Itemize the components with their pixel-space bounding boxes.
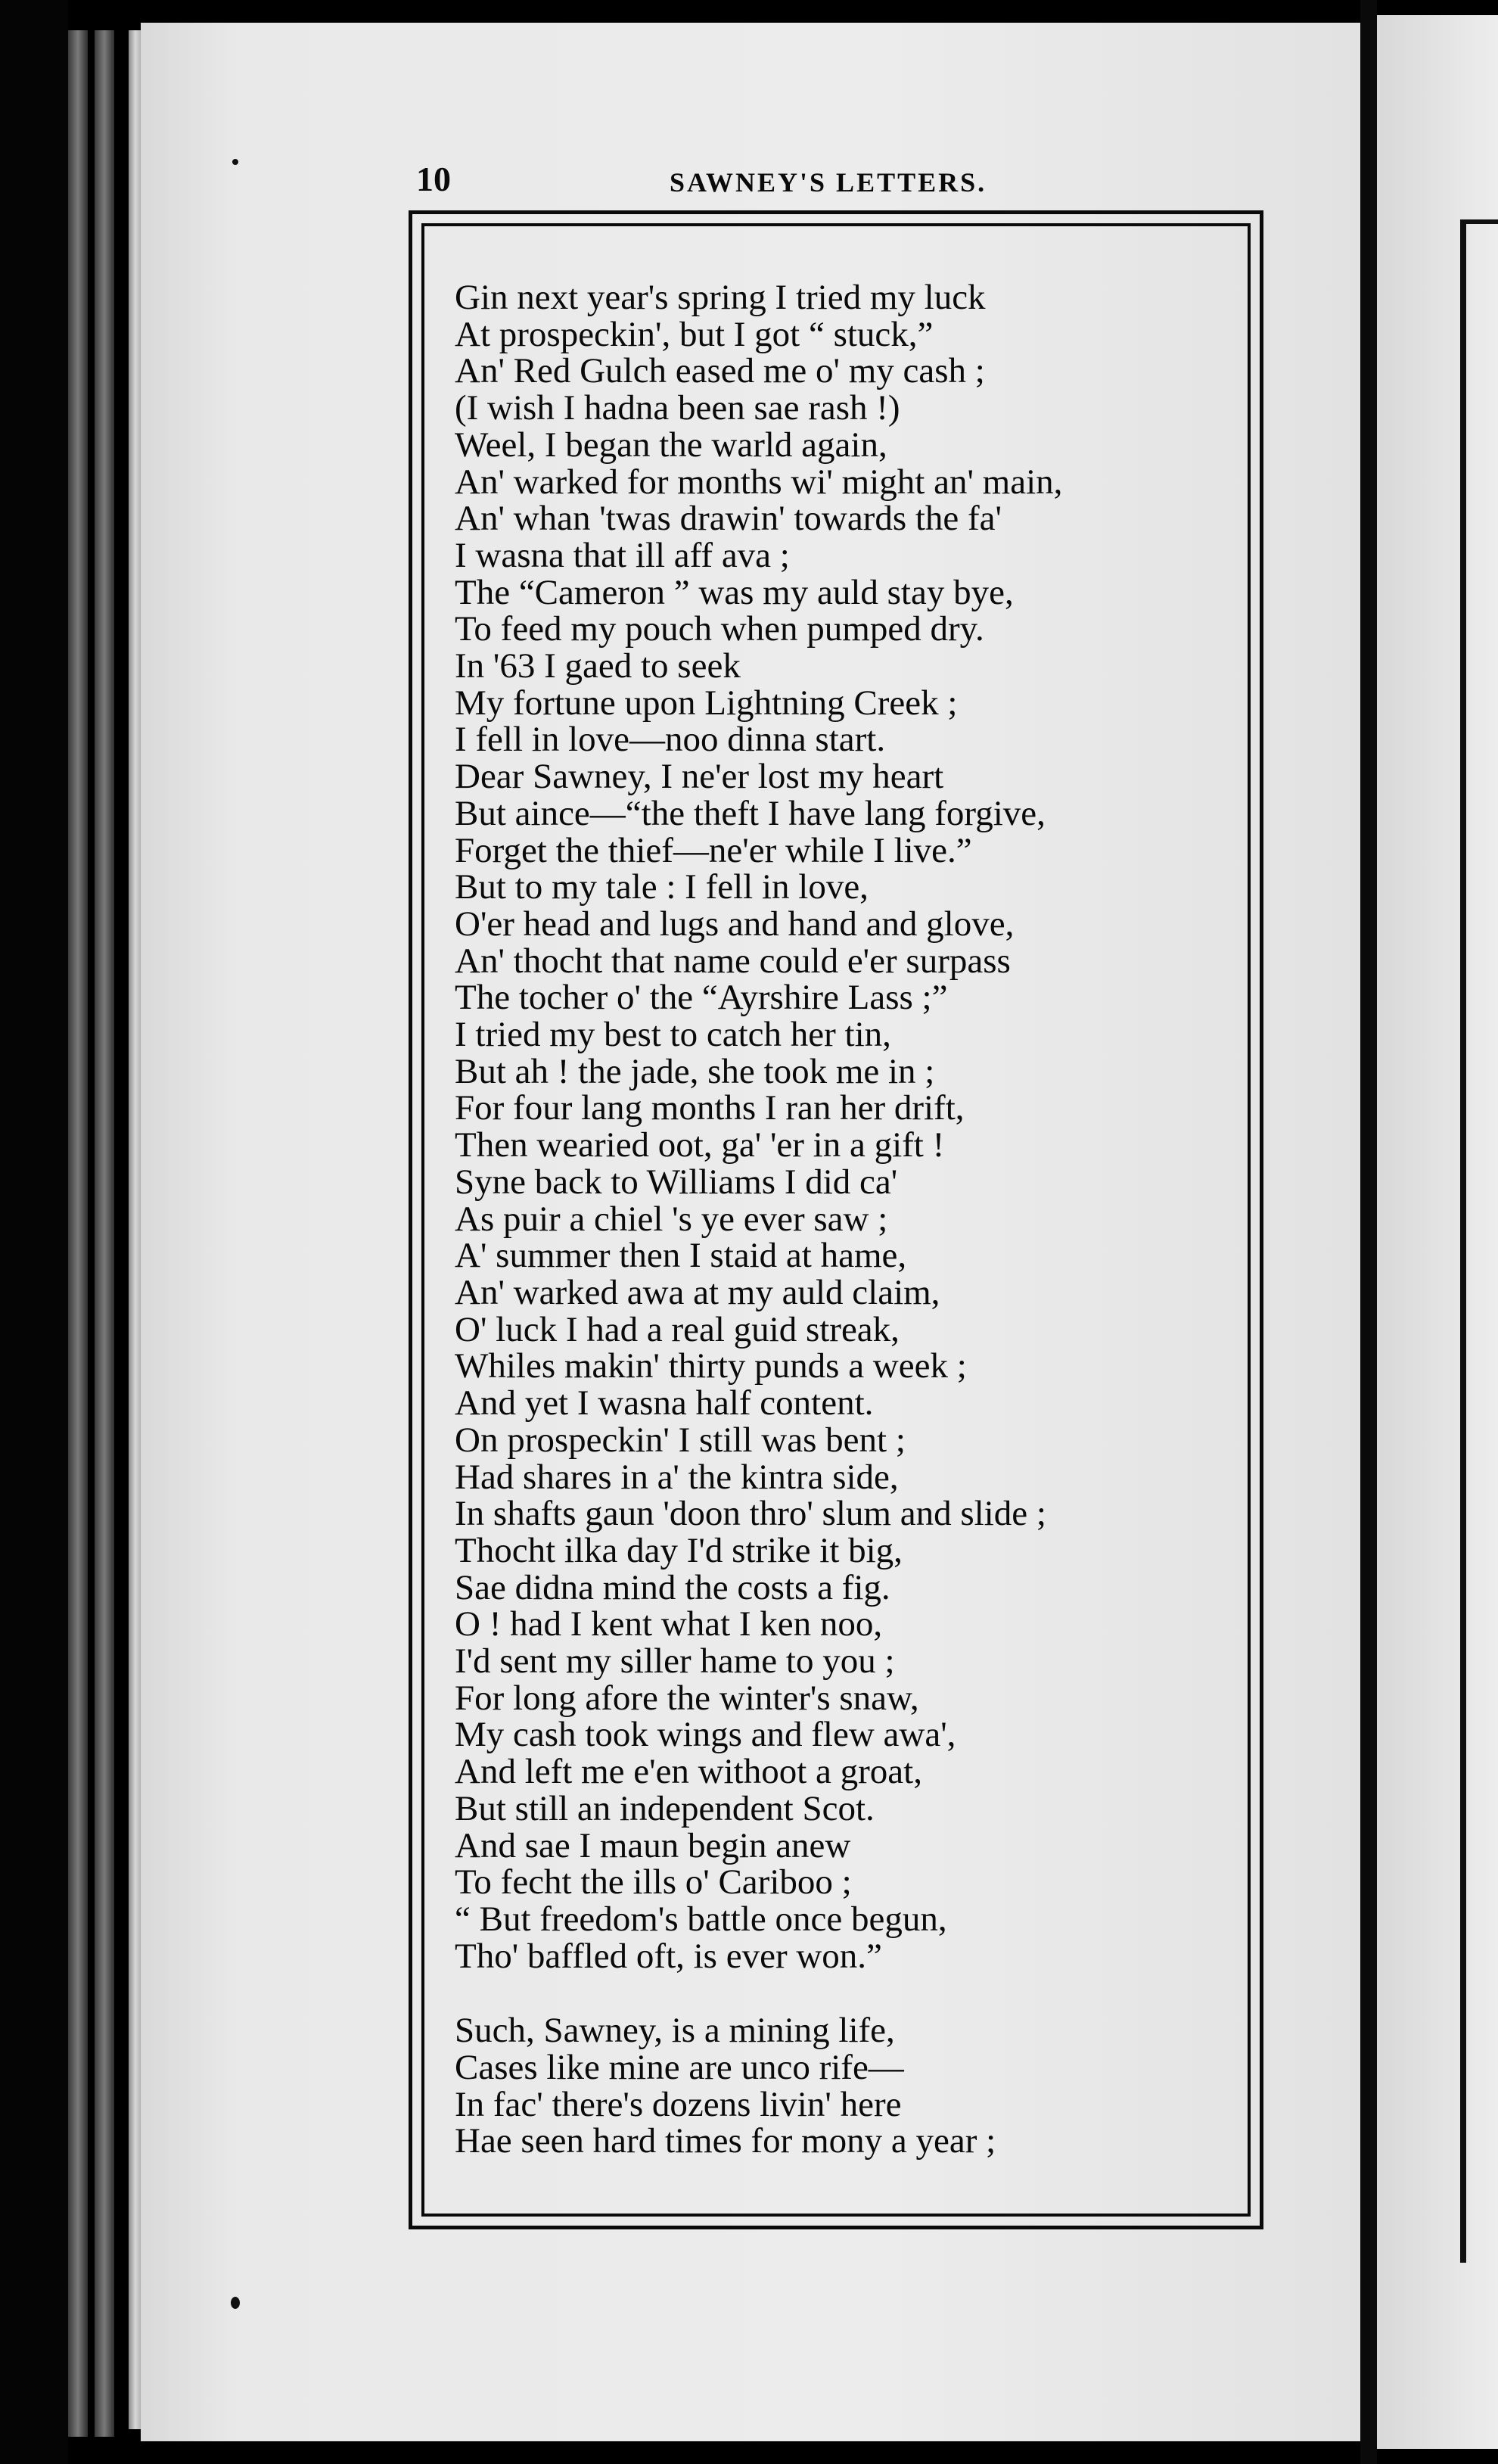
verse-line: The tocher o' the “Ayrshire Lass ;” (455, 978, 948, 1018)
facing-page-fragment (1377, 15, 1498, 2449)
verse-line: At prospeckin', but I got “ stuck,” (455, 314, 934, 354)
verse-line: For four lang months I ran her drift, (455, 1088, 965, 1128)
verse-line: An' thocht that name could e'er surpass (455, 941, 1011, 981)
verse-line: Thocht ilka day I'd strike it big, (455, 1530, 903, 1570)
verse-line: But aince—“the theft I have lang forgive, (455, 793, 1046, 833)
text-frame (409, 210, 1263, 2229)
verse-line: I fell in love—noo dinna start. (455, 720, 886, 760)
verse-line: (I wish I hadna been sae rash !) (455, 388, 900, 428)
verse-line: For long afore the winter's snaw, (455, 1678, 919, 1718)
verse-line: An' warked for months wi' might an' main, (455, 462, 1063, 502)
verse-line: But still an independent Scot. (455, 1788, 875, 1828)
verse-line: And sae I maun begin anew (455, 1825, 851, 1865)
verse-line: Weel, I began the warld again, (455, 425, 887, 465)
page-gutter (1360, 0, 1377, 2464)
verse-line: Tho' baffled oft, is ever won.” (455, 1936, 882, 1976)
verse-line: Hae seen hard times for mony a year ; (455, 2121, 996, 2161)
verse-line: As puir a chiel 's ye ever saw ; (455, 1199, 888, 1239)
verse-line: My fortune upon Lightning Creek ; (455, 683, 958, 723)
verse-line: In fac' there's dozens livin' here (455, 2084, 902, 2124)
verse-line: In '63 I gaed to seek (455, 646, 741, 686)
verse-line: To fecht the ills o' Cariboo ; (455, 1862, 852, 1902)
verse-line: Dear Sawney, I ne'er lost my heart (455, 757, 944, 797)
running-title: SAWNEY'S LETTERS. (670, 167, 987, 198)
verse-line: And yet I wasna half content. (455, 1383, 874, 1423)
verse-line: Whiles makin' thirty punds a week ; (455, 1346, 967, 1386)
verse-line: But to my tale : I fell in love, (455, 867, 869, 907)
verse-line: Such, Sawney, is a mining life, (455, 2011, 895, 2051)
verse-line: I wasna that ill aff ava ; (455, 535, 790, 575)
facing-page-border (1460, 219, 1466, 2263)
verse-line: I'd sent my siller hame to you ; (455, 1641, 895, 1682)
page-header (416, 159, 1324, 212)
verse-line: An' Red Gulch eased me o' my cash ; (455, 351, 985, 391)
verse-line: And left me e'en withoot a groat, (455, 1752, 922, 1792)
verse-line: Sae didna mind the costs a fig. (455, 1567, 890, 1607)
verse-line: “ But freedom's battle once begun, (455, 1899, 947, 1939)
stanza (455, 279, 1242, 1974)
verse-line: An' whan 'twas drawin' towards the fa' (455, 499, 1002, 539)
verse-line: I tried my best to catch her tin, (455, 1015, 891, 1055)
page-number: 10 (416, 160, 451, 198)
verse-line: My cash took wings and flew awa', (455, 1715, 956, 1755)
ink-speck (231, 2297, 240, 2309)
verse-line: Had shares in a' the kintra side, (455, 1457, 899, 1497)
text-frame-inner-border (421, 223, 1251, 2217)
poem-body (455, 279, 1242, 2160)
ink-speck (232, 159, 238, 165)
verse-line: O' luck I had a real guid streak, (455, 1309, 900, 1349)
verse-line: A' summer then I staid at hame, (455, 1236, 907, 1276)
verse-line: O ! had I kent what I ken noo, (455, 1604, 883, 1644)
spine-band (68, 30, 88, 2437)
verse-line: O'er head and lugs and hand and glove, (455, 904, 1015, 944)
verse-line: To feed my pouch when pumped dry. (455, 609, 984, 649)
verse-line: In shafts gaun 'doon thro' slum and slide ; (455, 1494, 1046, 1534)
spine-band (95, 30, 114, 2437)
verse-line: An' warked awa at my auld claim, (455, 1272, 940, 1312)
verse-line: Then wearied oot, ga' 'er in a gift ! (455, 1125, 945, 1165)
verse-line: Forget the thief—ne'er while I live.” (455, 830, 972, 870)
book-spine (0, 0, 68, 2464)
verse-line: But ah ! the jade, she took me in ; (455, 1051, 935, 1091)
verse-line: Syne back to Williams I did ca' (455, 1162, 898, 1202)
verse-line: The “Cameron ” was my auld stay bye, (455, 572, 1014, 612)
verse-line: Gin next year's spring I tried my luck (455, 278, 986, 317)
verse-line: On prospeckin' I still was bent ; (455, 1420, 906, 1460)
verse-line: Cases like mine are unco rife— (455, 2048, 904, 2088)
stanza (455, 2012, 1242, 2160)
